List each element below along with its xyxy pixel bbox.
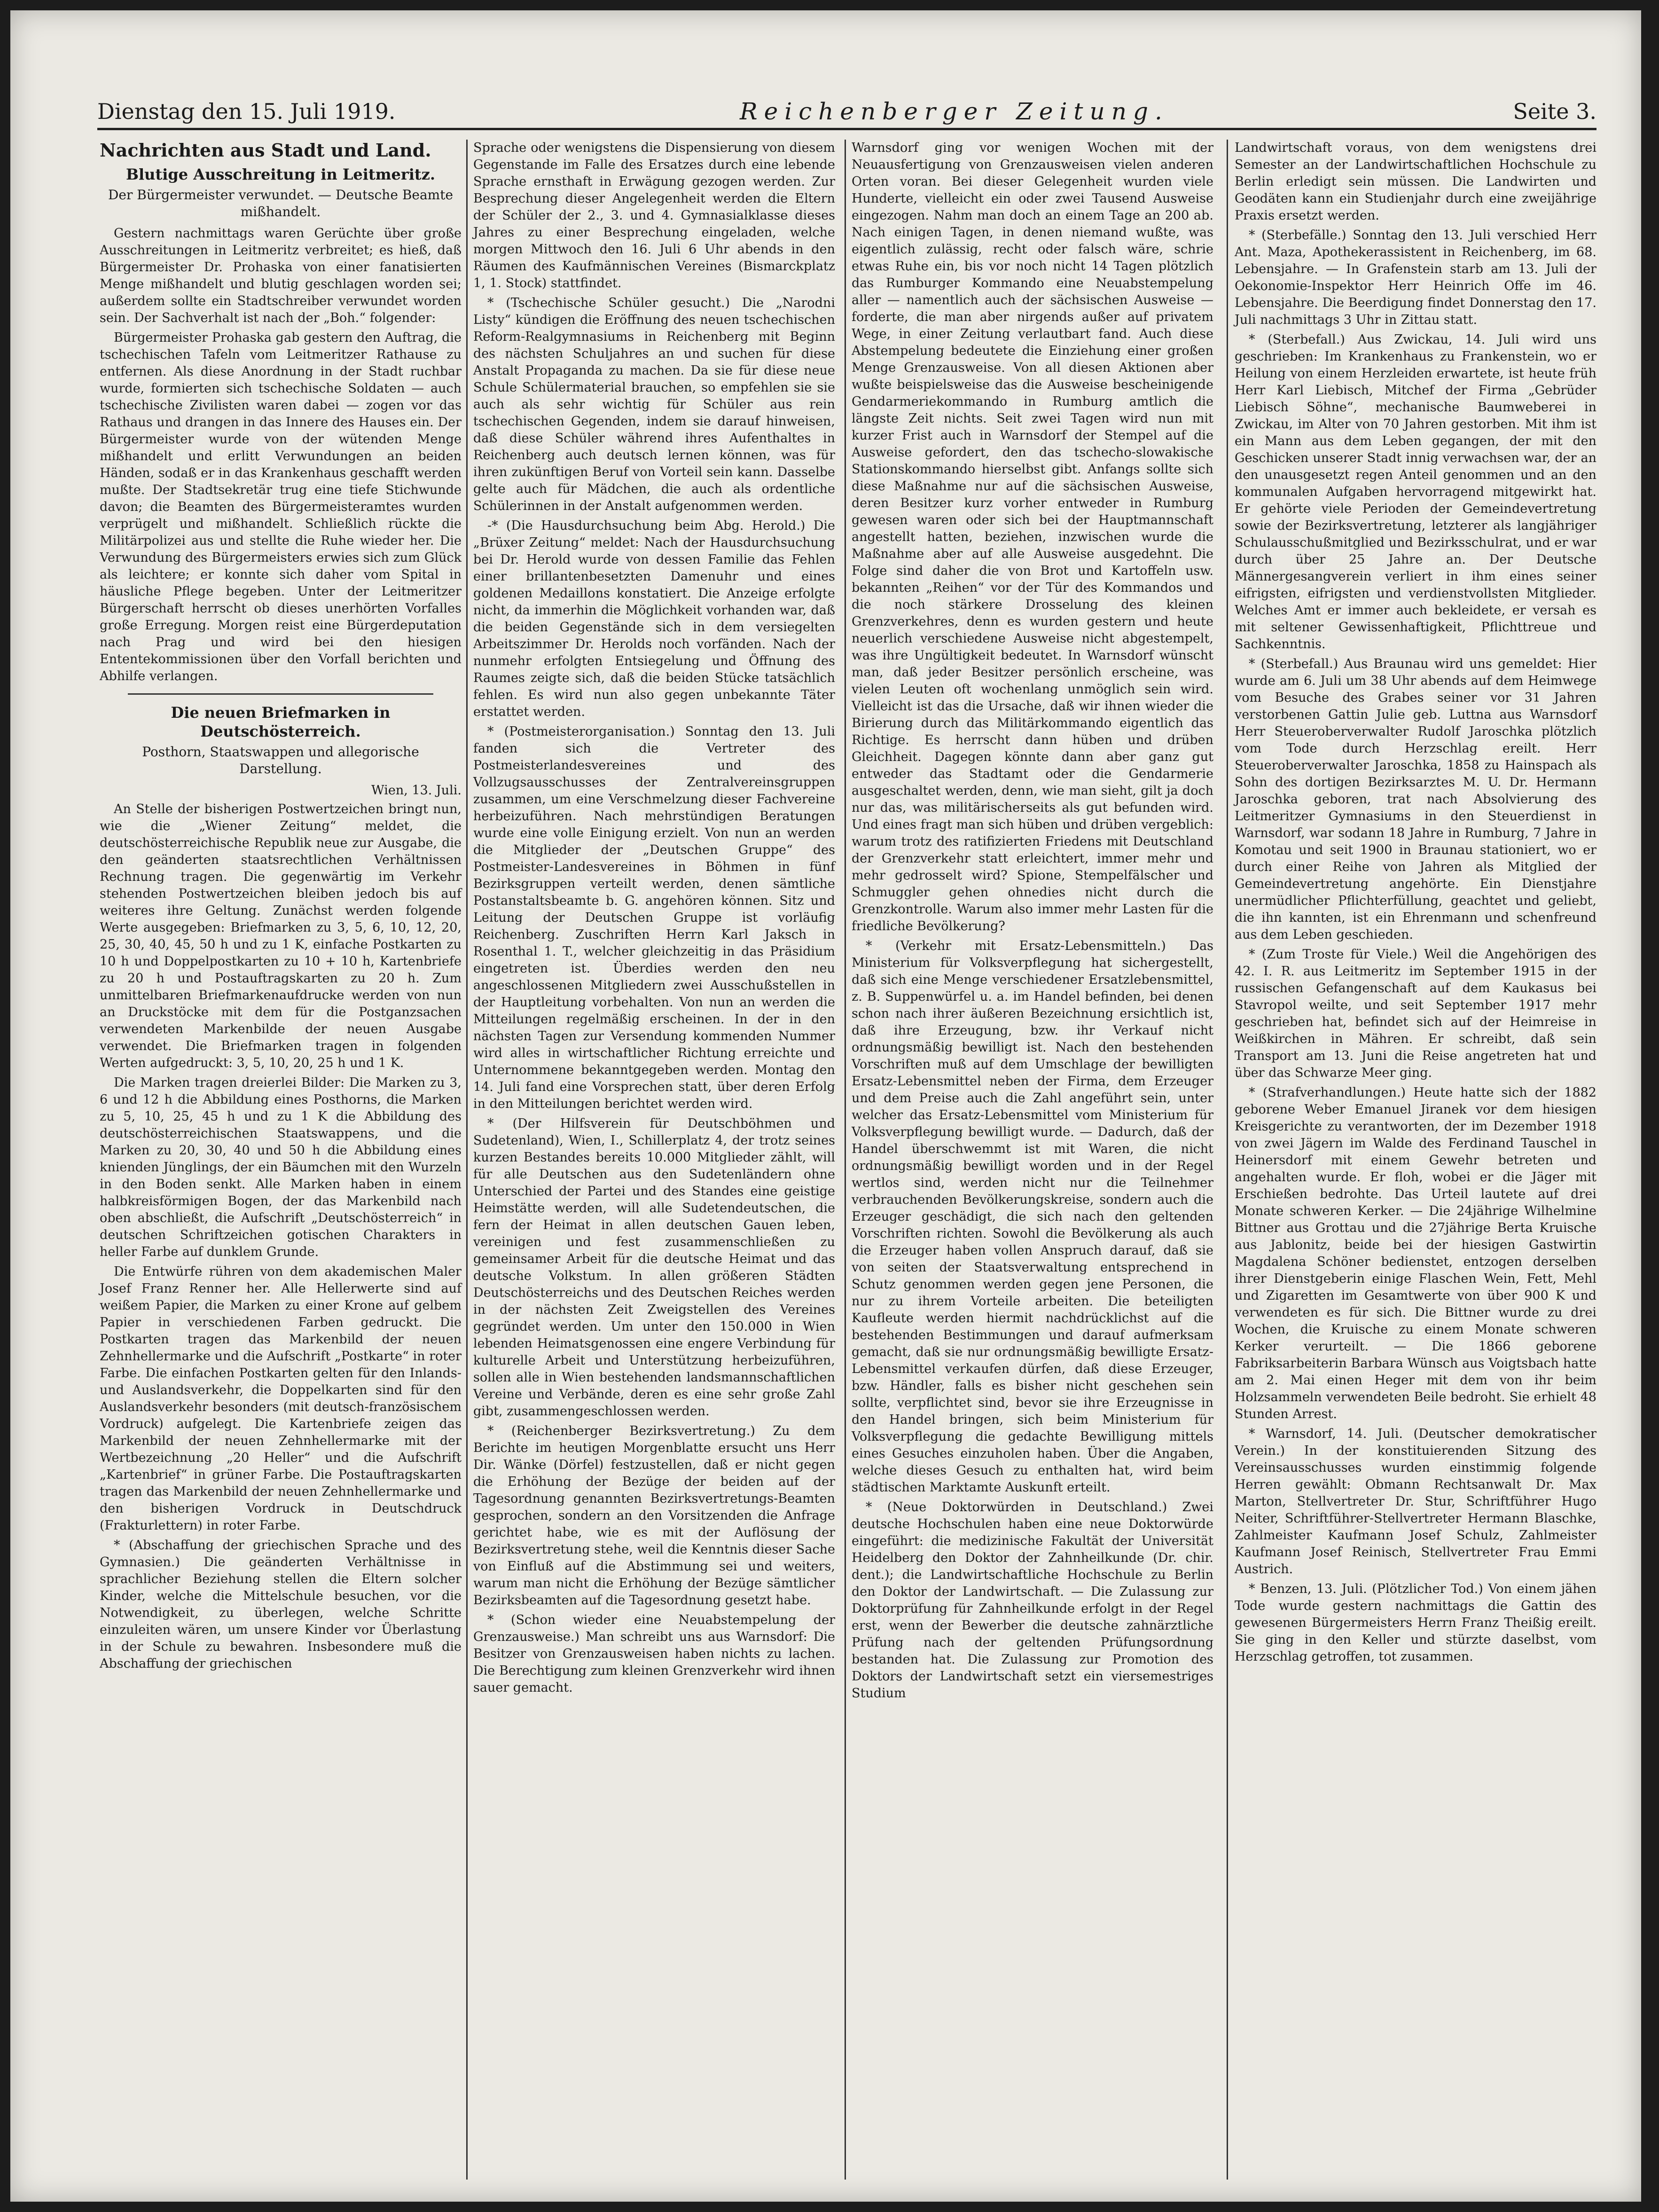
news-item: * Warnsdorf, 14. Juli. (Deutscher demokratischer Verein.) In der konstituierenden Sitzung des Vereinsausschusses wurden einstimmig folgende Herren gewählt: Obmann Rechtsanwalt Dr. Max Marton, Stellvertreter Dr. Stur, Schriftführer Hugo Neiter, Schriftführer-Stellvertreter Hermann Blaschke, Zahlmeister Kaufmann Josef Schulz, Zahlmeister Kaufmann Josef Reinisch, Stellvertreter Frau Emmi Austrich.	[1235, 1427, 1596, 1577]
news-item: * (Postmeisterorganisation.) Sonntag den 13. Juli fanden sich die Vertreter des Postmeisterlandesvereines und des Vollzugsausschusses der Zentralvereinsgruppen zusammen, um eine Verschmelzung dieser Fachvereine herbeizuführen. Nach mehrstündigen Beratungen wurde eine volle Einigung erzielt. Von nun an werden die Mitglieder der „Deutschen Gruppe“ des Postmeister-Landesvereines in Böhmen in fünf Bezirksgruppen verteilt werden, denen sämtliche Postanstaltsbeamte b. G. angehören können. Sitz und Leitung der Deutschen Gruppe ist vorläufig Reichenberg. Zuschriften Herrn Karl Jaksch in Rosenthal 1. T., welcher gleichzeitig in das Präsidium eingetreten ist. Überdies werden den neu angeschlossenen Mitgliedern zwei Ausschußstellen in der Hauptleitung vorbehalten. Von nun an werden die Mitteilungen regelmäßig erscheinen. In der in den nächsten Tagen zur Versendung kommenden Nummer wird alles in wirtschaftlicher Richtung erreichte und Unternommene bekanntgegeben werden. Montag den 14. Juli fand eine Vorsprechen statt, über deren Erfolg in den Mitteilungen berichtet werden wird.	[473, 724, 835, 1111]
article-title: Die neuen Briefmarken in Deutschösterreich.	[171, 704, 391, 740]
article-paragraph: An Stelle der bisherigen Postwertzeichen bringt nun, wie die „Wiener Zeitung“ meldet, die deutschösterreichische Republik neue zur Ausgabe, die den geänderten staatsrechtlichen Verhältnissen Rechnung tragen. Die gegenwärtig im Verkehr stehenden Postwertzeichen bleiben jedoch bis auf weiteres ihre Geltung. Zunächst werden folgende Werte ausgegeben: Briefmarken zu 3, 5, 6, 10, 12, 20, 25, 30, 40, 45, 50 h und zu 1 K, einfache Postkarten zu 10 h und Doppelpostkarten zu 10 + 10 h, Kartenbriefe zu 20 h und Postauftragskarten zu 20 h. Zum unmittelbaren Briefmarkenaufdrucke werden von nun an Druckstöcke mit dem für die Postganzsachen verwendeten Markenbilde der neuen Ausgabe verwendet. Die Briefmarken tragen in folgenden Werten aufgedruckt: 3, 5, 10, 20, 25 h und 1 K.	[100, 802, 462, 1070]
article-subtitle: Posthorn, Staatswappen und allegorische Darstellung.	[142, 744, 419, 777]
dateline: Wien, 13. Juli.	[371, 783, 462, 798]
column-4	[1235, 140, 1596, 1668]
news-item: * (Reichenberger Bezirksvertretung.) Zu dem Berichte im heutigen Morgenblatte ersucht uns Herr Dir. Wänke (Dörfel) festzustellen, daß er nicht gegen die Erhöhung der Bezüge der beiden auf der Tagesordnung genannten Bezirksvertretungs-Beamten gesprochen, sondern an den Vorsitzenden die Anfrage gerichtet habe, wie es mit der Auflösung der Bezirksvertretung stehe, weil die Kenntnis dieser Sache von Einfluß auf die Abstimmung sei und weiters, warum man nicht die Erhöhung der Bezüge sämtlicher Bezirksbeamten auf die Tagesordnung gesetzt habe.	[473, 1424, 835, 1608]
article-title: Blutige Ausschreitung in Leitmeritz.	[125, 165, 436, 183]
column-rule	[466, 140, 468, 2180]
newspaper-page	[10, 10, 1641, 2202]
article-subtitle: Der Bürgermeister verwundet. — Deutsche Beamte mißhandelt.	[108, 187, 454, 220]
article-paragraph: Sprache oder wenigstens die Dispensierung von diesem Gegenstande im Falle des Ersatzes durch eine lebende Sprache ernsthaft in Erwägung gezogen werden. Zur Besprechung dieser Angelegenheit werden die Eltern der Schüler der 2., 3. und 4. Gymnasialklasse dieses Jahres zu einer Besprechung eingeladen, welche morgen Mittwoch den 16. Juli 6 Uhr abends in den Räumen des Kaufmännischen Vereines (Bismarckplatz 1, 1. Stock) stattfindet.	[473, 141, 835, 290]
article-paragraph: Bürgermeister Prohaska gab gestern den Auftrag, die tschechischen Tafeln vom Leitmeritzer Rathause zu entfernen. Als diese Anordnung in der Stadt ruchbar wurde, formierten sich tschechische Soldaten — auch tschechische Zivilisten waren dabei — zogen vor das Rathaus und drangen in das Innere des Hauses ein. Der Bürgermeister wurde von der wütenden Menge mißhandelt und erlitt Verwundungen an beiden Händen, sodaß er in das Krankenhaus geschafft werden mußte. Der Stadtsekretär trug eine tiefe Stichwunde davon; die Beamten des Bürgermeisteramtes wurden verprügelt und mißhandelt. Schließlich rückte die Militärpolizei aus und stellte die Ruhe wieder her. Die Verwundung des Bürgermeisters erwies sich zum Glück als leichtere; er konnte sich daher vom Spital in häusliche Pflege begeben. Unter der Leitmeritzer Bürgerschaft herrscht ob dieses unerhörten Vorfalles große Erregung. Morgen reist eine Bürgerdeputation nach Prag und wird bei den hiesigen Ententekommissionen über den Vorfall berichten und Abhilfe verlangen.	[100, 330, 462, 683]
column-2	[473, 140, 835, 1699]
news-item: * (Sterbefall.) Aus Zwickau, 14. Juli wird uns geschrieben: Im Krankenhaus zu Frankenstein, wo er Heilung von einem Herzleiden erwartete, ist heute früh Herr Karl Liebisch, Mitchef der Firma „Gebrüder Liebisch Söhne“, mechanische Baumweberei in Zwickau, im Alter von 70 Jahren gestorben. Mit ihm ist ein Mann aus dem Leben gegangen, der mit den Geschicken unserer Stadt innig verwachsen war, der an den unausgesetzt regen Anteil genommen und an den kommunalen Aufgaben hervorragend mitgewirkt hat. Er gehörte viele Perioden der Gemeindevertretung sowie der Bezirksvertretung, letzterer als langjähriger Schulausschußmitglied und Bezirksschulrat, und er war durch über 25 Jahre an. Der Deutsche Männergesangverein verliert in ihm eines seiner eifrigsten, eifrigsten und verdienstvollsten Mitglieder. Welches Amt er immer auch bekleidete, er versah es mit seltener Gewissenhaftigkeit, Pflichttreue und Sachkenntnis.	[1235, 332, 1596, 651]
article-paragraph: Gestern nachmittags waren Gerüchte über große Ausschreitungen in Leitmeritz verbreitet; es hieß, daß Bürgermeister Dr. Prohaska von einer fanatisierten Menge mißhandelt und blutig geschlagen worden sei; außerdem sollte ein Stadtschreiber verwundet worden sein. Der Sachverhalt ist nach der „Boh.“ folgender:	[100, 226, 462, 325]
column-rule	[845, 140, 846, 2180]
news-item: -* (Die Hausdurchsuchung beim Abg. Herold.) Die „Brüxer Zeitung“ meldet: Nach der Hausdurchsuchung bei Dr. Herold wurde von dessen Familie das Fehlen einer brillantenbesetzten Damenuhr und eines goldenen Medaillons konstatiert. Die Anzeige erfolgte nicht, da immerhin die Möglichkeit vorhanden war, daß die beiden Gegenstände sich in dem versiegelten Arbeitszimmer Dr. Herolds noch vorfänden. Nach der nunmehr erfolgten Entsiegelung und Öffnung des Raumes zeigte sich, daß die beiden Stücke tatsächlich fehlen. Es wird nun also gegen unbekannte Täter erstattet werden.	[473, 518, 835, 719]
article-paragraph: Warnsdorf ging vor wenigen Wochen mit der Neuausfertigung von Grenzausweisen vielen anderen Orten voran. Bei dieser Gelegenheit wurden viele Hunderte, vielleicht ein oder zwei Tausend Ausweise eingezogen. Nahm man doch an einem Tage an 200 ab. Nach einigen Tagen, in denen niemand wußte, was eigentlich zulässig, recht oder falsch wäre, schrie etwas Ruhe ein, bis vor noch nicht 14 Tagen plötzlich das Rumburger Kommando eine Neuabstempelung aller — namentlich auch der sächsischen Ausweise — forderte, die man aber nirgends außer auf privatem Wege, in einer Zeitung verlautbart fand. Auch diese Abstempelung bedeutete die Einziehung einer großen Menge Grenzausweise. Von all diesen Aktionen aber wußte beispielsweise das die Ausweise bescheinigende Gendarmeriekommando in Rumburg amtlich die längste Zeit nichts. Seit zwei Tagen wird nun mit kurzer Frist auch in Warnsdorf der Stempel auf die Ausweise gefordert, den das tschecho-slowakische Stationskommando hierselbst gibt. Anfangs sollte sich diese Maßnahme nur auf die sächsischen Ausweise, deren Besitzer kurz vorher entweder in Rumburg gewesen waren oder sich bei der Hauptmannschaft angestellt hatten, beziehen, inzwischen wurde die Maßnahme aber auf alle Ausweise ausgedehnt. Die Folge sind daher die von Brot und Kartoffeln usw. bekannten „Reihen“ vor der Tür des Kommandos und die noch stärkere Drosselung des kleinen Grenzverkehres, denn es wurden gestern und heute neuerlich verschiedene Ausweise nicht abgestempelt, was ihre Ungültigkeit bedeutet. In Warnsdorf wünscht man, daß jeder Besitzer persönlich erscheine, was vielen Leuten oft wochenlang unmöglich sein wird. Vielleicht ist das die Ursache, daß wir ihnen wieder die Birierung durch das Militärkommando eigentlich das Richtige. Es herrscht dann hüben und drüben Gleichheit. Dagegen könnte dann aber ganz gut entweder das Stadtamt oder die Gendarmerie ausgeschaltet werden, denn, wie man sieht, gilt ja doch nur das, was militärischerseits als gut befunden wird. Und eines fragt man sich hüben und drüben vergeblich: warum trotz des ratifizierten Friedens mit Deutschland der Grenzverkehr statt erleichtert, immer mehr und mehr gedrosselt wird? Spione, Stempelfälscher und Schmuggler gehen ohnedies nicht durch die Grenzkontrolle. Warum also immer mehr Lasten für die friedliche Bevölkerung?	[852, 141, 1213, 933]
column-3	[852, 140, 1213, 1705]
news-item: * (Tschechische Schüler gesucht.) Die „Narodni Listy“ kündigen die Eröffnung des neuen tschechischen Reform-Realgymnasiums in Reichenberg mit Beginn des nächsten Schuljahres an und suchen für diese Anstalt Propaganda zu machen. Da sie für diese neue Schule Schülermaterial brauchen, so empfehlen sie sie auch als sehr wichtig für Schüler aus rein tschechischen Gegenden, indem sie darauf hinweisen, daß diese Schüler während ihres Aufenthaltes in Reichenberg auch deutsch lernen können, was für ihren zukünftigen Beruf von Vorteil sein kann. Dasselbe gelte auch für Mädchen, die auch als ordentliche Schülerinnen in der Anstalt aufgenommen werden.	[473, 296, 835, 513]
news-item: * (Sterbefall.) Aus Braunau wird uns gemeldet: Hier wurde am 6. Juli um 38 Uhr abends auf dem Heimwege vom Besuche des Grabes seiner vor 31 Jahren verstorbenen Gattin Julie geb. Luttna aus Warnsdorf Herr Steueroberverwalter Rudolf Jaroschka plötzlich vom Tode durch Herzschlag ereilt. Herr Steueroberverwalter Jaroschka, 1858 zu Hainspach als Sohn des dortigen Bezirksarztes M. U. Dr. Hermann Jaroschka geboren, trat nach Absolvierung des Leitmeritzer Gymnasiums in den Steuerdienst in Warnsdorf, war sodann 18 Jahre in Rumburg, 7 Jahre in Komotau und seit 1900 in Braunau stationiert, wo er durch einer Reihe von Jahren als Mitglied der Gemeindevertretung angehörte. Ein Dienstjahre unermüdlicher Pflichterfüllung, geachtet und geliebt, die ihn kannten, ist ein Ehrenmann und schenfreund aus dem Leben geschieden.	[1235, 657, 1596, 942]
section-title: Nachrichten aus Stadt und Land.	[100, 140, 431, 161]
news-item: * Benzen, 13. Juli. (Plötzlicher Tod.) Von einem jähen Tode wurde gestern nachmittags die Gattin des gewesenen Bürgermeisters Herrn Franz Theißig ereilt. Sie ging in den Keller und stürzte daselbst, vom Herzschlag getroffen, tot zusammen.	[1235, 1582, 1596, 1664]
news-item: * (Zum Troste für Viele.) Weil die Angehörigen des 42. I. R. aus Leitmeritz im September 1915 in der russischen Gefangenschaft auf dem Kaukasus bei Stavropol weilte, und seit September 1917 mehr geschrieben hat, befindet sich auf der Heimreise in Weißkirchen in Mähren. Er schreibt, daß sein Transport am 13. Juni die Reise angetreten hat und über das Schwarze Meer ging.	[1235, 947, 1596, 1080]
article-paragraph: Die Marken tragen dreierlei Bilder: Die Marken zu 3, 6 und 12 h die Abbildung eines Posthorns, die Marken zu 5, 10, 25, 45 h und zu 1 K die Abbildung des deutschösterreichischen Staatswappens, und die Marken zu 20, 30, 40 und 50 h die Abbildung eines knienden Jünglings, der ein Bäumchen mit den Wurzeln in den Boden senkt. Alle Marken haben in einem halbkreisförmigen Bogen, der das Markenbild nach oben abschließt, die Aufschrift „Deutschösterreich“ in deutschen Schriftzeichen gotischen Charakters in heller Farbe auf dunklem Grunde.	[100, 1075, 462, 1259]
news-item: * (Der Hilfsverein für Deutschböhmen und Sudetenland), Wien, I., Schillerplatz 4, der trotz seines kurzen Bestandes bereits 10.000 Mitglieder zählt, will für alle Deutschen aus den Sudetenländern ohne Unterschied der Partei und des Standes eine geistige Heimstätte werden, will alle Sudetendeutschen, die fern der Heimat in allen deutschen Gauen leben, vereinigen und fest zusammenschließen zu gemeinsamer Arbeit für die deutsche Heimat und das deutsche Volkstum. In allen größeren Städten Deutschösterreichs und des Deutschen Reiches werden in der nächsten Zeit Zweigstellen des Vereines gegründet werden. Um unter den 150.000 in Wien lebenden Heimatsgenossen eine engere Verbindung für kulturelle Arbeit und Unterstützung herbeizuführen, sollen alle in Wien bestehenden landsmannschaftlichen Vereine und Verbände, deren es eine sehr große Zahl gibt, zusammengeschlossen werden.	[473, 1116, 835, 1419]
news-item: * (Verkehr mit Ersatz-Lebensmitteln.) Das Ministerium für Volksverpflegung hat sichergestellt, daß sich eine Menge verschiedener Ersatzlebensmittel, z. B. Suppenwürfel u. a. im Handel befinden, bei denen schon nach ihrer äußeren Bezeichnung ersichtlich ist, daß ihre Erzeugung, bzw. ihr Verkauf nicht ordnungsmäßig bewilligt ist. Nach den bestehenden Vorschriften muß auf dem Umschlage der bewilligten Ersatz-Lebensmittel neben der Firma, dem Erzeuger und dem Preise auch die Zahl angeführt sein, unter welcher das Ersatz-Lebensmittel vom Ministerium für Volksverpflegung bewilligt wurde. — Dadurch, daß der Handel überschwemmt ist mit Waren, die nicht ordnungsmäßig bewilligt worden und in der Regel wertlos sind, werden nicht nur die Teilnehmer verbrauchenden Bevölkerungskreise, sondern auch die Erzeuger geschädigt, die sich nach den geltenden Vorschriften richten. Sowohl die Bevölkerung als auch die Erzeuger haben vollen Anspruch darauf, daß sie von seiten der Staatsverwaltung entsprechend in Schutz genommen werden gegen jene Personen, die nur zu ihrem Vorteile arbeiten. Die beteiligten Kaufleute werden hiermit nachdrücklichst auf die bestehenden Bestimmungen und darauf aufmerksam gemacht, daß sie nur ordnungsmäßig bewilligte Ersatz-Lebensmittel verkaufen dürfen, daß diese Erzeuger, bzw. Händler, falls es bisher nicht geschehen sein sollte, verpflichtet sind, bevor sie ihre Erzeugnisse in den Handel bringen, sich beim Ministerium für Volksverpflegung die gedachte Bewilligung mittels eines Gesuches einzuholen haben. Über die Angaben, welche dieses Gesuch zu enthalten hat, wird beim städtischen Marktamte Auskunft erteilt.	[852, 939, 1213, 1495]
article-divider	[128, 693, 433, 695]
column-rule	[1227, 140, 1228, 2180]
masthead	[97, 95, 1596, 130]
issue-date: Dienstag den 15. Juli 1919.	[97, 99, 396, 124]
news-item: * (Strafverhandlungen.) Heute hatte sich der 1882 geborene Weber Emanuel Jiranek vor dem hiesigen Kreisgerichte zu verantworten, der im Dezember 1918 von zwei Jägern im Walde des Ferdinand Tauschel in Heinersdorf mit einem Gewehr betreten und angehalten wurde. Er floh, wobei er die Jäger mit Erschießen bedrohte. Das Urteil lautete auf drei Monate schweren Kerker. — Die 24jährige Wilhelmine Bittner aus Grottau und die 27jährige Berta Kruische aus Jablonitz, beide bei der hiesigen Gastwirtin Magdalena Schöner bedienstet, entzogen derselben ihrer Dienstgeberin einige Flaschen Wein, Fett, Mehl und Zigaretten im Gesamtwerte von über 900 K und verwendeten es für sich. Die Bittner wurde zu drei Wochen, die Kruische zu einem Monate schweren Kerker verurteilt. — Die 1866 geborene Fabriksarbeiterin Barbara Wünsch aus Voigtsbach hatte am 2. Mai einen Heger mit dem von ihr beim Holzsammeln verwendeten Beile bedroht. Sie erhielt 48 Stunden Arrest.	[1235, 1085, 1596, 1421]
page-number: Seite 3.	[1513, 99, 1596, 124]
article-paragraph: * (Abschaffung der griechischen Sprache und des Gymnasien.) Die geänderten Verhältnisse in sprachlicher Beziehung stellen die Eltern solcher Kinder, welche die Mittelschule besuchen, vor die Notwendigkeit, zu überlegen, welche Schritte einzuleiten wären, um unsere Kinder vor Überlastung in der Schule zu bewahren. Insbesondere muß die Abschaffung der griechischen	[100, 1538, 462, 1671]
news-item: * (Neue Doktorwürden in Deutschland.) Zwei deutsche Hochschulen haben eine neue Doktorwürde eingeführt: die medizinische Fakultät der Universität Heidelberg den Doktor der Zahnheilkunde (Dr. chir. dent.); die Landwirtschaftliche Hochschule zu Berlin den Doktor der Landwirtschaft. — Die Zulassung zur Doktorprüfung für Zahnheilkunde erfolgt in der Regel erst, wenn der Bewerber die deutsche zahnärztliche Prüfung nach der geltenden Prüfungsordnung bestanden hat. Die Zulassung zur Promotion des Doktors der Landwirtschaft setzt ein viersemestriges Studium	[852, 1500, 1213, 1701]
news-item: * (Schon wieder eine Neuabstempelung der Grenzausweise.) Man schreibt uns aus Warnsdorf: Die Besitzer von Grenzausweisen haben nichts zu lachen. Die Berechtigung zum kleinen Grenzverkehr wird ihnen sauer gemacht.	[473, 1613, 835, 1695]
paper-title: Reichenberger Zeitung.	[740, 98, 1169, 125]
article-paragraph: Landwirtschaft voraus, von dem wenigstens drei Semester an der Landwirtschaftlichen Hochschule zu Berlin erledigt sein müssen. Die Landwirten und Geodäten kann ein Studienjahr durch eine zweijährige Praxis ersetzt werden.	[1235, 141, 1596, 223]
news-item: * (Sterbefälle.) Sonntag den 13. Juli verschied Herr Ant. Maza, Apothekerassistent in Reichenberg, im 68. Lebensjahre. — In Grafenstein starb am 13. Juli der Oekonomie-Inspektor Herr Heinrich Offe im 46. Lebensjahre. Die Beerdigung findet Donnerstag den 17. Juli nachmittags 3 Uhr in Zittau statt.	[1235, 228, 1596, 327]
column-1	[100, 140, 462, 1675]
article-paragraph: Die Entwürfe rühren von dem akademischen Maler Josef Franz Renner her. Alle Hellerwerte sind auf weißem Papier, die Marken zu einer Krone auf gelbem Papier in verschiedenen Farben gedruckt. Die Postkarten tragen das Markenbild der neuen Zehnhellermarke und die Aufschrift „Postkarte“ in roter Farbe. Die einfachen Postkarten gelten für den Inlands- und Auslandsverkehr, die Doppelkarten sind für den Auslandsverkehr besonders (mit deutsch-französischem Vordruck) aufgelegt. Die Kartenbriefe zeigen das Markenbild der neuen Zehnhellermarke mit der Wertbezeichnung „20 Heller“ und die Aufschrift „Kartenbrief“ in grüner Farbe. Die Postauftragskarten tragen das Markenbild der neuen Zehnhellermarke und den bisherigen Vordruck in Deutschdruck (Frakturlettern) in roter Farbe.	[100, 1264, 462, 1533]
